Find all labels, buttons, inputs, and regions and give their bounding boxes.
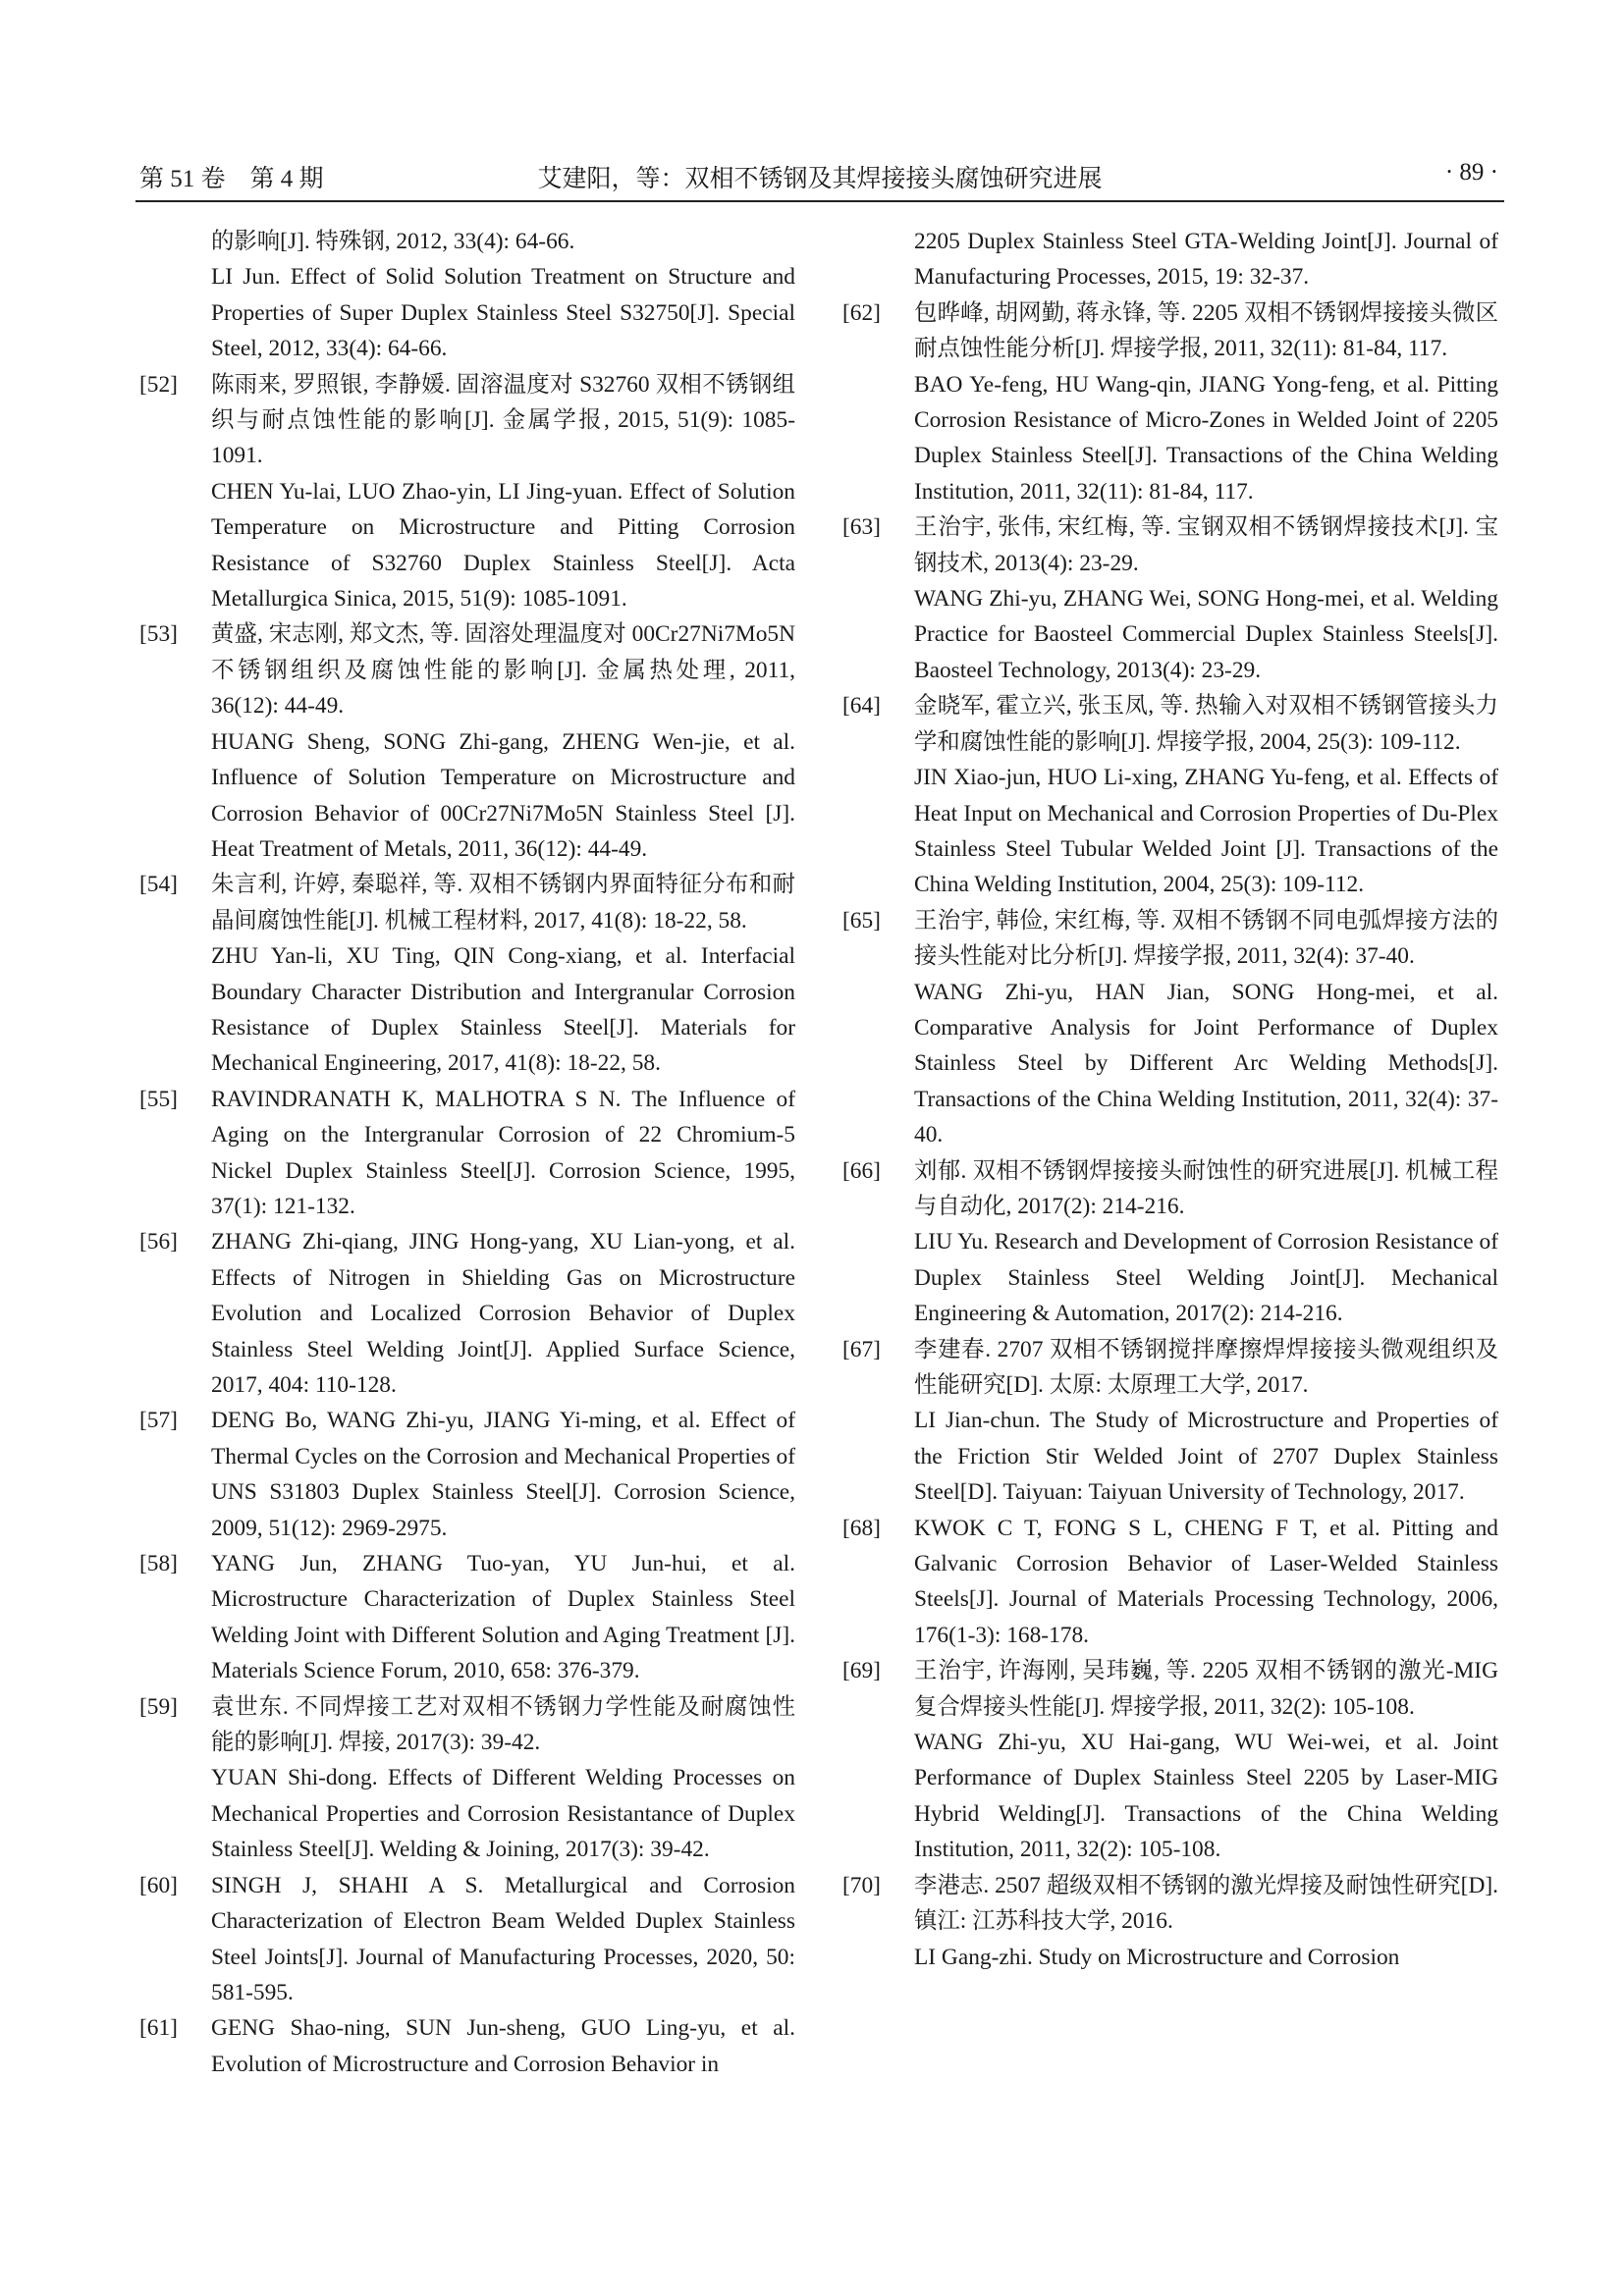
reference-number: [68] — [842, 1515, 881, 1541]
reference-text: LI Gang-zhi. Study on Microstructure and Corrosion — [914, 1944, 1400, 1970]
reference-entry — [139, 1082, 795, 1225]
reference-text: 李港志. 2507 超级双相不锈钢的激光焊接及耐蚀性研究[D]. 镇江: 江苏科技大学, 2016. — [914, 1872, 1498, 1935]
reference-entry — [139, 1403, 795, 1546]
reference-text: 王治宇, 许海刚, 吴玮巍, 等. 2205 双相不锈钢的激光-MIG 复合焊接头性能[J]. 焊接学报, 2011, 32(2): 105-108. — [914, 1658, 1498, 1720]
reference-text: SINGH J, SHAHI A S. Metallurgical and Corrosion Characterization of Electron Beam Welded Duplex Stainless Steel Joints[J]. Journal of Manufacturing Processes, 2020, 50: 581-595. — [211, 1872, 795, 2005]
reference-text: LI Jun. Effect of Solid Solution Treatment on Structure and Properties of Super Duplex Stainless Steel S32750[J]. Special Steel, 2012, 33(4): 64-66. — [211, 264, 795, 362]
reference-text: YUAN Shi-dong. Effects of Different Welding Processes on Mechanical Properties and Corrosion Resistantance of Duplex Stainless Steel[J]. Welding & Joining, 2017(3): 39-42. — [211, 1765, 795, 1863]
reference-number: [62] — [842, 299, 881, 326]
reference-number: [54] — [139, 872, 178, 898]
reference-text: KWOK C T, FONG S L, CHENG F T, et al. Pitting and Galvanic Corrosion Behavior of Laser-Welded Stainless Steels[J]. Journal of Materials Processing Technology, 2006, 176(1-3): 168-178. — [914, 1515, 1498, 1648]
reference-entry — [842, 1653, 1498, 1867]
reference-number: [65] — [842, 907, 881, 934]
reference-text: ZHANG Zhi-qiang, JING Hong-yang, XU Lian-yong, et al. Effects of Nitrogen in Shielding Gas on Microstructure Evolution and Localized Corrosion Behavior of Duplex Stainless Steel Welding Joint[J]. Applied Surface Science, 2017, 404: 110-128. — [211, 1229, 795, 1398]
reference-number: [55] — [139, 1086, 178, 1112]
reference-text: WANG Zhi-yu, HAN Jian, SONG Hong-mei, et al. Comparative Analysis for Joint Performance of Duplex Stainless Steel by Different Arc Welding Methods[J]. Transactions of the China Welding Institution, 2011, 32(4): 37-40. — [914, 979, 1498, 1148]
reference-number: [69] — [842, 1658, 881, 1684]
reference-entry — [842, 1511, 1498, 1654]
volume-issue: 第 51 卷 第 4 期 — [139, 166, 324, 192]
reference-number: [60] — [139, 1872, 178, 1898]
reference-text: 金晓军, 霍立兴, 张玉凤, 等. 热输入对双相不锈钢管接头力学和腐蚀性能的影响[J]. 焊接学报, 2004, 25(3): 109-112. — [914, 693, 1498, 755]
reference-text: 刘郁. 双相不锈钢焊接接头耐蚀性的研究进展[J]. 机械工程与自动化, 2017(2): 214-216. — [914, 1157, 1498, 1219]
reference-continuation — [139, 224, 795, 367]
reference-text: WANG Zhi-yu, ZHANG Wei, SONG Hong-mei, et al. Welding Practice for Baosteel Commercial Duplex Stainless Steels[J]. Baosteel Technology, 2013(4): 23-29. — [914, 586, 1498, 683]
reference-text: BAO Ye-feng, HU Wang-qin, JIANG Yong-feng, et al. Pitting Corrosion Resistance of Micro-Zones in Welded Joint of 2205 Duplex Stainless Steel[J]. Transactions of the China Welding Institution, 2011, 32(11): 81-84, 117. — [914, 371, 1498, 505]
right-column — [842, 224, 1498, 1975]
page-number: · 89 · — [1444, 159, 1498, 186]
reference-number: [63] — [842, 514, 881, 541]
reference-number: [52] — [139, 371, 178, 398]
reference-entry — [842, 1332, 1498, 1511]
reference-entry — [139, 367, 795, 617]
reference-text: HUANG Sheng, SONG Zhi-gang, ZHENG Wen-jie, et al. Influence of Solution Temperature on Microstructure and Corrosion Behavior of 00Cr27Ni7Mo5N Stainless Steel [J]. Heat Treatment of Metals, 2011, 36(12): 44-49. — [211, 728, 795, 862]
reference-text: DENG Bo, WANG Zhi-yu, JIANG Yi-ming, et al. Effect of Thermal Cycles on the Corrosion and Mechanical Properties of UNS S31803 Duplex Stainless Steel[J]. Corrosion Science, 2009, 51(12): 2969-2975. — [211, 1408, 795, 1541]
reference-text: LIU Yu. Research and Development of Corrosion Resistance of Duplex Stainless Steel Welding Joint[J]. Mechanical Engineering & Automation, 2017(2): 214-216. — [914, 1229, 1498, 1327]
reference-number: [67] — [842, 1336, 881, 1362]
reference-entry — [842, 903, 1498, 1153]
reference-text: 2205 Duplex Stainless Steel GTA-Welding Joint[J]. Journal of Manufacturing Processes, 2015, 19: 32-37. — [914, 229, 1498, 291]
left-column — [139, 224, 795, 2082]
reference-entry — [842, 688, 1498, 902]
reference-text: 李建春. 2707 双相不锈钢搅拌摩擦焊焊接接头微观组织及性能研究[D]. 太原: 太原理工大学, 2017. — [914, 1336, 1498, 1398]
running-header — [135, 155, 1504, 194]
running-title: 艾建阳，等：双相不锈钢及其焊接接头腐蚀研究进展 — [537, 166, 1103, 192]
reference-text: 王治宇, 张伟, 宋红梅, 等. 宝钢双相不锈钢焊接技术[J]. 宝钢技术, 2013(4): 23-29. — [914, 514, 1498, 576]
reference-number: [64] — [842, 693, 881, 720]
reference-text: 的影响[J]. 特殊钢, 2012, 33(4): 64-66. — [211, 229, 575, 254]
reference-continuation — [842, 224, 1498, 295]
reference-number: [66] — [842, 1157, 881, 1184]
reference-text: 袁世东. 不同焊接工艺对双相不锈钢力学性能及耐腐蚀性能的影响[J]. 焊接, 2017(3): 39-42. — [211, 1693, 795, 1756]
reference-number: [56] — [139, 1229, 178, 1255]
reference-number: [58] — [139, 1551, 178, 1577]
reference-text: WANG Zhi-yu, XU Hai-gang, WU Wei-wei, et al. Joint Performance of Duplex Stainless Steel 2205 by Laser-MIG Hybrid Welding[J]. Transactions of the China Welding Institution, 2011, 32(2): 105-108. — [914, 1730, 1498, 1863]
reference-number: [53] — [139, 621, 178, 648]
reference-text: 黄盛, 宋志刚, 郑文杰, 等. 固溶处理温度对 00Cr27Ni7Mo5N 不锈钢组织及腐蚀性能的影响[J]. 金属热处理, 2011, 36(12): 44-49. — [211, 621, 795, 720]
reference-text: CHEN Yu-lai, LUO Zhao-yin, LI Jing-yuan. Effect of Solution Temperature on Microstructure and Pitting Corrosion Resistance of S32760 Duplex Stainless Steel[J]. Acta Metallurgica Sinica, 2015, 51(9): 1085-1091. — [211, 478, 795, 613]
reference-text: JIN Xiao-jun, HUO Li-xing, ZHANG Yu-feng, et al. Effects of Heat Input on Mechanical and Corrosion Properties of Du-Plex Stainless Steel Tubular Welded Joint [J]. Transactions of the China Welding Institution, 2004, 25(3): 109-112. — [914, 765, 1498, 898]
reference-entry — [139, 1689, 795, 1868]
reference-entry — [842, 509, 1498, 688]
reference-entry — [139, 1546, 795, 1689]
reference-number: [59] — [139, 1693, 178, 1720]
reference-text: 朱言利, 许婷, 秦聪祥, 等. 双相不锈钢内界面特征分布和耐晶间腐蚀性能[J]. 机械工程材料, 2017, 41(8): 18-22, 58. — [211, 872, 795, 934]
reference-text: 王治宇, 韩俭, 宋红梅, 等. 双相不锈钢不同电弧焊接方法的接头性能对比分析[J]. 焊接学报, 2011, 32(4): 37-40. — [914, 907, 1498, 970]
header-divider — [135, 200, 1504, 202]
reference-entry — [139, 1868, 795, 2011]
reference-text: LI Jian-chun. The Study of Microstructure and Properties of the Friction Stir Welded Joint of 2707 Duplex Stainless Steel[D]. Taiyuan: Taiyuan University of Technology, 2017. — [914, 1408, 1498, 1506]
reference-number: [70] — [842, 1872, 881, 1898]
reference-text: ZHU Yan-li, XU Ting, QIN Cong-xiang, et al. Interfacial Boundary Character Distribution and Intergranular Corrosion Resistance of Duplex Stainless Steel[J]. Materials for Mechanical Engineering, 2017, 41(8): 18-22, 58. — [211, 943, 795, 1077]
reference-number: [57] — [139, 1408, 178, 1434]
reference-entry — [842, 1868, 1498, 1975]
reference-number: [61] — [139, 2015, 178, 2042]
reference-text: 包晔峰, 胡网勤, 蒋永锋, 等. 2205 双相不锈钢焊接接头微区耐点蚀性能分析[J]. 焊接学报, 2011, 32(11): 81-84, 117. — [914, 299, 1498, 362]
reference-entry — [842, 1153, 1498, 1332]
reference-entry — [842, 295, 1498, 509]
reference-entry — [139, 616, 795, 867]
reference-entry — [139, 1224, 795, 1403]
reference-text: YANG Jun, ZHANG Tuo-yan, YU Jun-hui, et al. Microstructure Characterization of Duplex Stainless Steel Welding Joint with Different Solution and Aging Treatment [J]. Materials Science Forum, 2010, 658: 376-379. — [211, 1551, 795, 1684]
reference-text: GENG Shao-ning, SUN Jun-sheng, GUO Ling-yu, et al. Evolution of Microstructure and Corrosion Behavior in — [211, 2015, 795, 2077]
reference-text: RAVINDRANATH K, MALHOTRA S N. The Influence of Aging on the Intergranular Corrosion of 22 Chromium-5 Nickel Duplex Stainless Steel[J]. Corrosion Science, 1995, 37(1): 121-132. — [211, 1086, 795, 1219]
reference-text: 陈雨来, 罗照银, 李静媛. 固溶温度对 S32760 双相不锈钢组织与耐点蚀性能的影响[J]. 金属学报, 2015, 51(9): 1085-1091. — [211, 371, 795, 469]
reference-entry — [139, 2010, 795, 2082]
reference-entry — [139, 867, 795, 1081]
